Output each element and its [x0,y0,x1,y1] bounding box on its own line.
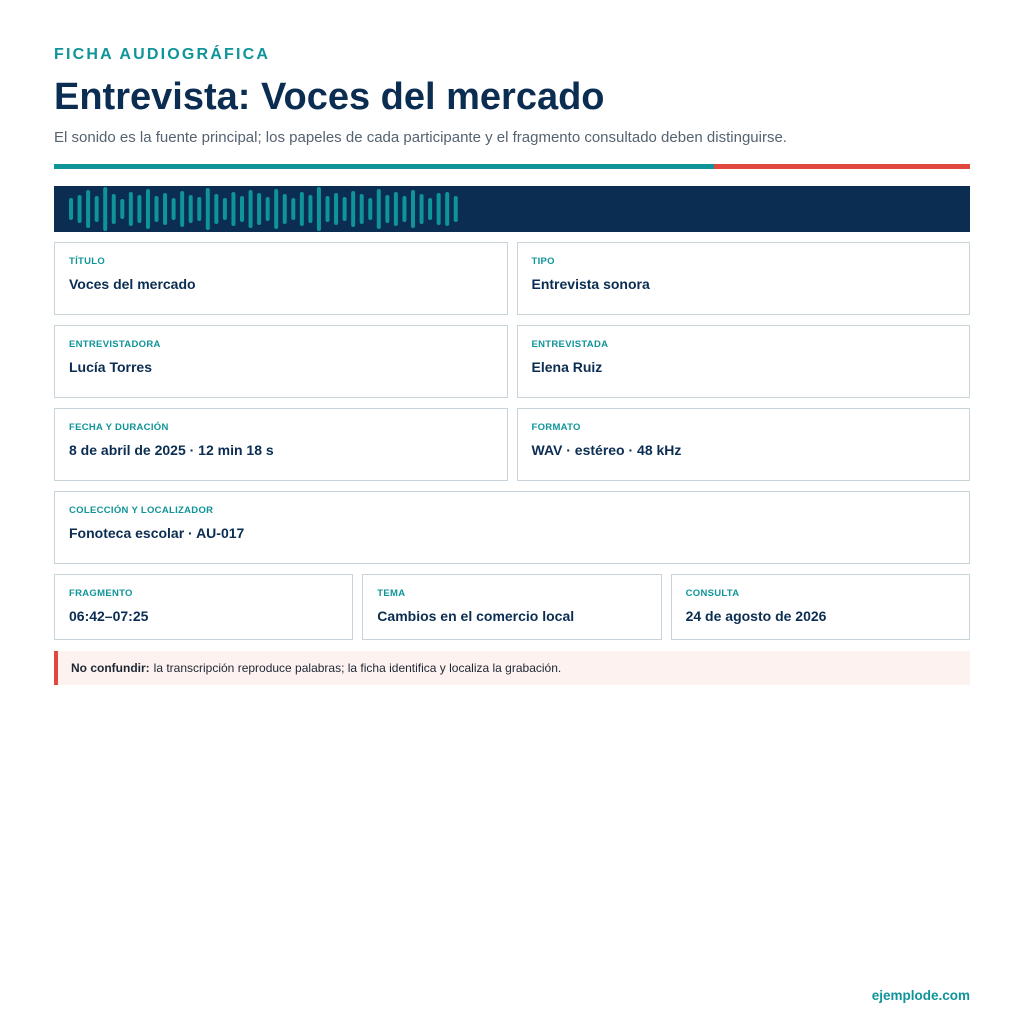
field-value: Fonoteca escolar · AU-017 [69,525,245,541]
field-card-consulta [671,574,970,640]
page-subtitle: El sonido es la fuente principal; los papeles de cada participante y el fragmento consultado deben distinguirse. [54,129,787,146]
audio-waveform-icon [68,186,468,232]
field-label: TÍTULO [69,256,106,267]
field-label: ENTREVISTADA [531,339,609,350]
field-value: Cambios en el comercio local [377,608,575,624]
field-label: TIPO [531,256,555,267]
field-card-formato [517,408,971,481]
field-row-1 [54,242,970,315]
field-value: 8 de abril de 2025 · 12 min 18 s [69,442,274,458]
field-row-2 [54,325,970,398]
field-card-tema [362,574,661,640]
field-value: Entrevista sonora [531,276,650,292]
field-label: ENTREVISTADORA [69,339,161,350]
field-label: FORMATO [531,422,581,433]
field-label: COLECCIÓN Y LOCALIZADOR [69,505,214,516]
field-value: WAV · estéreo · 48 kHz [531,442,682,458]
field-value: 24 de agosto de 2026 [685,608,827,624]
field-label: TEMA [377,588,406,599]
field-row-5 [54,574,970,640]
divider-teal-segment [54,164,714,169]
field-card-tipo [517,242,971,315]
divider-red-segment [714,164,970,169]
page-title: Entrevista: Voces del mercado [54,76,605,118]
warning-note [54,651,970,685]
field-value: Lucía Torres [69,359,152,375]
field-label: FRAGMENTO [69,588,133,599]
note-text: la transcripción reproduce palabras; la ficha identifica y localiza la grabación. [153,661,562,675]
field-card-fecha [54,408,508,481]
waveform-banner [54,186,970,232]
note-lead: No confundir: [71,661,150,675]
field-value: 06:42–07:25 [69,608,149,624]
sheet-kicker: FICHA AUDIOGRÁFICA [54,46,271,63]
field-card-fragmento [54,574,353,640]
field-card-entrevistadora [54,325,508,398]
field-row-4 [54,491,970,564]
field-row-3 [54,408,970,481]
field-card-coleccion [54,491,970,564]
field-card-entrevistada [517,325,971,398]
field-value: Elena Ruiz [531,359,603,375]
field-label: FECHA Y DURACIÓN [69,422,169,433]
field-card-titulo [54,242,508,315]
field-value: Voces del mercado [69,276,196,292]
accent-divider [54,164,970,169]
footer-site-link[interactable]: ejemplode.com [871,988,970,1003]
field-label: CONSULTA [685,588,740,599]
audio-record-sheet [54,44,970,685]
